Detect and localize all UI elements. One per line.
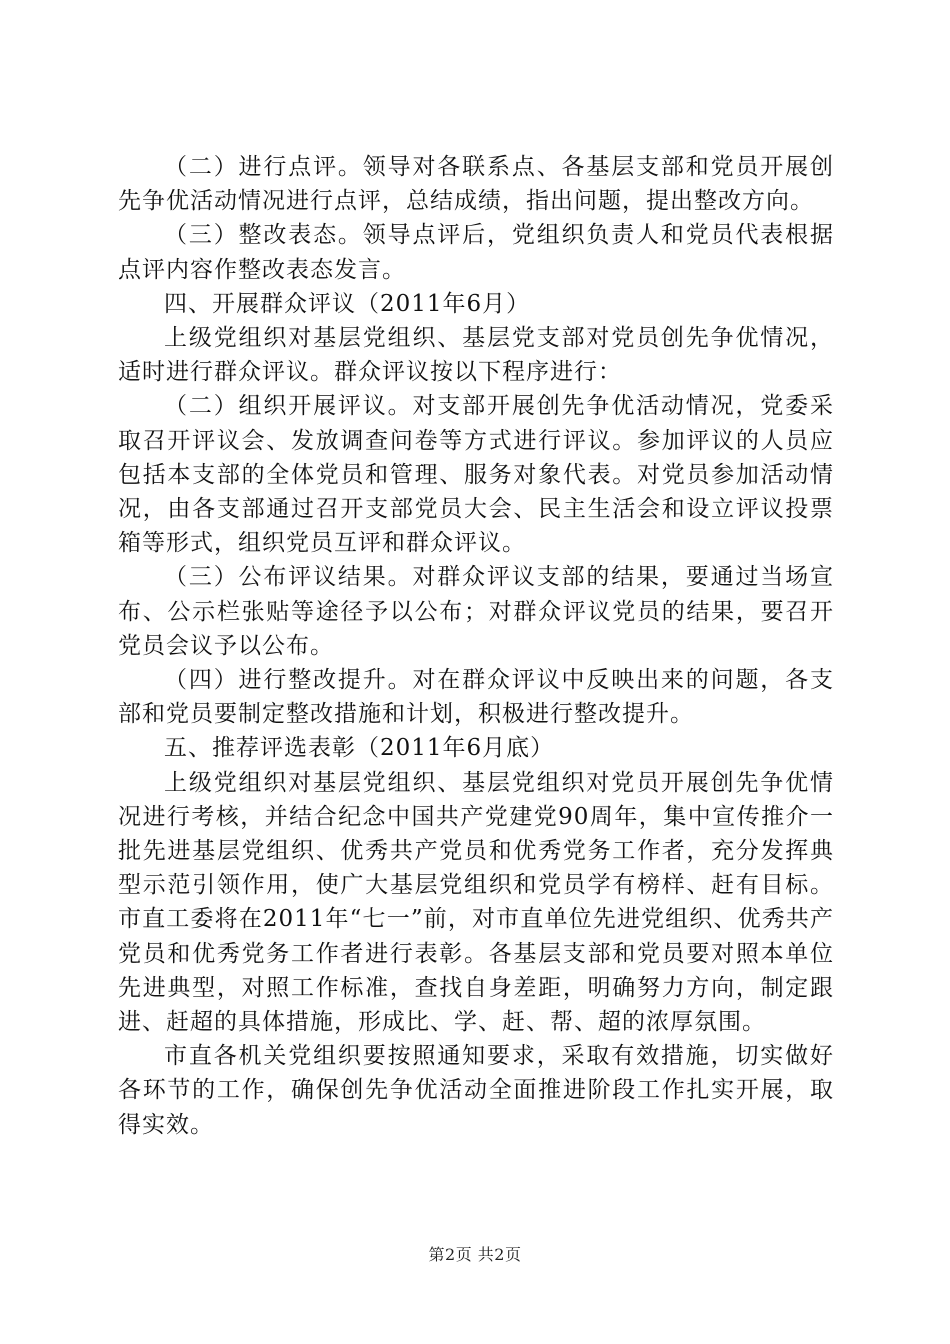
paragraph-mass-evaluation-intro: 上级党组织对基层党组织、基层党支部对党员创先争优情况，适时进行群众评议。群众评议按以下程序进行：	[118, 325, 834, 386]
paragraph-commendation-body: 上级党组织对基层党组织、基层党组织对党员开展创先争优情况进行考核，并结合纪念中国共产党建党90周年，集中宣传推介一批先进基层党组织、优秀共产党员和优秀党务工作者，充分发挥典型示范引领作用，使广大基层党组织和党员学有榜样、赶有目标。市直工委将在2011年“七一”前，对市直单位先进党组织、优秀共产党员和优秀党务工作者进行表彰。各基层支部和党员要对照本单位先进典型，对照工作标准，查找自身差距，明确努力方向，制定跟进、赶超的具体措施，形成比、学、赶、帮、超的浓厚氛围。	[118, 769, 834, 1036]
page-number-footer: 第2页 共2页	[428, 1245, 522, 1264]
section-heading-mass-evaluation: 四、开展群众评议（2011年6月）	[164, 290, 531, 317]
paragraph-review: （二）进行点评。领导对各联系点、各基层支部和党员开展创先争优活动情况进行点评，总结成绩，指出问题，提出整改方向。	[118, 154, 834, 215]
document-body	[118, 150, 834, 1142]
paragraph-rectify-improve: （四）进行整改提升。对在群众评议中反映出来的问题，各支部和党员要制定整改措施和计划，积极进行整改提升。	[118, 667, 834, 728]
paragraph-rectification-statement: （三）整改表态。领导点评后，党组织负责人和党员代表根据点评内容作整改表态发言。	[118, 222, 834, 283]
paragraph-closing: 市直各机关党组织要按照通知要求，采取有效措施，切实做好各环节的工作，确保创先争优活动全面推进阶段工作扎实开展，取得实效。	[118, 1043, 834, 1138]
section-heading-commendation: 五、推荐评选表彰（2011年6月底）	[164, 735, 555, 762]
paragraph-publish-results: （三）公布评议结果。对群众评议支部的结果，要通过当场宣布、公示栏张贴等途径予以公布；对群众评议党员的结果，要召开党员会议予以公布。	[118, 564, 834, 659]
paragraph-organize-evaluation: （二）组织开展评议。对支部开展创先争优活动情况，党委采取召开评议会、发放调查问卷等方式进行评议。参加评议的人员应包括本支部的全体党员和管理、服务对象代表。对党员参加活动情况，由各支部通过召开支部党员大会、民主生活会和设立评议投票箱等形式，组织党员互评和群众评议。	[118, 393, 834, 557]
